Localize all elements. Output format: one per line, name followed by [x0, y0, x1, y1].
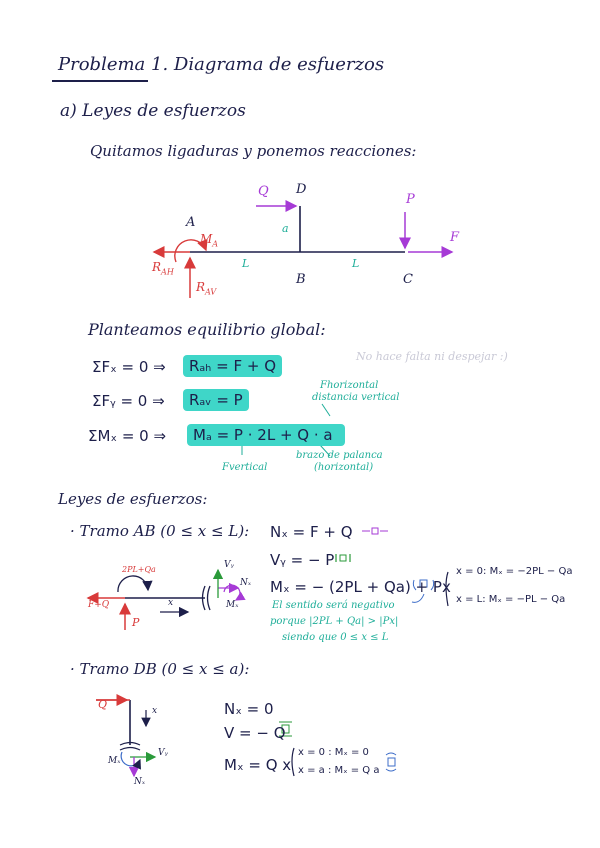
- equilibrium-heading: Planteamos equilibrio global:: [88, 320, 326, 339]
- eq-fx-lhs: ΣFₓ = 0 ⇒: [92, 358, 166, 376]
- db-fig-mz: Mₓ: [108, 756, 121, 766]
- ab-note-1: El sentido será negativo: [272, 600, 395, 611]
- label-MA-main: M: [200, 232, 213, 246]
- note-no-despejar: No hace falta ni despejar :): [356, 350, 508, 363]
- section-a-heading: a) Leyes de esfuerzos: [60, 101, 246, 121]
- db-case-x0: x = 0 : Mₓ = 0: [298, 747, 369, 758]
- label-C: C: [403, 272, 413, 287]
- label-RAV-main: R: [196, 280, 206, 294]
- tramo-ab-heading: · Tramo AB (0 ≤ x ≤ L):: [70, 522, 250, 540]
- ab-fig-2plqa: 2PL+Qa: [122, 565, 156, 574]
- db-fig-x: x: [152, 706, 158, 716]
- ab-note-2: porque |2PL + Qa| > |Px|: [270, 616, 399, 627]
- note-fhorizontal: Fhorizontal: [320, 380, 379, 391]
- ab-case-xL: x = L: Mₓ = −PL − Qa: [456, 594, 566, 605]
- label-L2: L: [352, 257, 360, 270]
- label-Q: Q: [258, 184, 269, 199]
- ab-fig-nx: Nₓ: [240, 578, 252, 588]
- eq-mz-rhs: Mₐ = P · 2L + Q · a: [187, 424, 345, 446]
- subtitle-reactions: Quitamos ligaduras y ponemos reacciones:: [90, 142, 417, 160]
- db-fig-nx: Nₓ: [134, 777, 146, 787]
- label-RAH: [152, 260, 174, 276]
- label-L1: L: [242, 257, 250, 270]
- label-P: P: [406, 192, 415, 207]
- leyes-heading: Leyes de esfuerzos:: [58, 490, 208, 508]
- label-MA: [200, 232, 218, 248]
- tramo-db-heading: · Tramo DB (0 ≤ x ≤ a):: [70, 660, 250, 678]
- label-B: B: [296, 272, 306, 287]
- eq-mz-lhs: ΣMₓ = 0 ⇒: [88, 427, 167, 445]
- note-horizontal: (horizontal): [314, 462, 374, 473]
- ab-fig-mz: Mₓ: [226, 600, 239, 610]
- ab-mz: Mₓ = − (2PL + Qa) + Px: [270, 578, 451, 596]
- note-distancia-vertical: distancia vertical: [312, 392, 400, 403]
- db-mz: Mₓ = Q x: [224, 756, 292, 774]
- eq-fy-rhs: Rₐᵥ = P: [183, 389, 249, 411]
- label-D: D: [296, 182, 307, 197]
- label-F: F: [450, 230, 460, 245]
- ab-case-x0: x = 0: Mₓ = −2PL − Qa: [456, 566, 573, 577]
- eq-fy-lhs: ΣFᵧ = 0 ⇒: [92, 392, 165, 410]
- ab-vy: Vᵧ = − P: [270, 551, 335, 569]
- note-fvertical: Fvertical: [222, 462, 268, 473]
- db-case-xa: x = a : Mₓ = Q a: [298, 765, 380, 776]
- label-RAV-sub: AV: [205, 287, 217, 297]
- note-brazo-palanca: brazo de palanca: [296, 450, 383, 461]
- label-RAH-sub: AH: [161, 267, 174, 277]
- ab-fig-vy: Vᵧ: [224, 560, 234, 570]
- ab-nx: Nₓ = F + Q: [270, 523, 353, 541]
- label-RAV: [196, 280, 216, 296]
- eq-fx-rhs: Rₐₕ = F + Q: [183, 355, 282, 377]
- db-fig-vy: Vᵧ: [158, 748, 168, 758]
- ab-note-3: siendo que 0 ≤ x ≤ L: [282, 632, 389, 643]
- ab-fig-x: x: [168, 598, 174, 608]
- ab-fig-fq: F+Q: [88, 600, 110, 610]
- label-MA-sub: A: [212, 239, 219, 249]
- db-nx: Nₓ = 0: [224, 700, 274, 718]
- db-v: V = − Q: [224, 724, 286, 742]
- label-A: A: [186, 215, 196, 230]
- label-RAH-main: R: [152, 260, 162, 274]
- label-a: a: [282, 222, 289, 235]
- db-fig-q: Q: [98, 698, 108, 711]
- page-title: Problema 1. Diagrama de esfuerzos: [58, 54, 385, 75]
- ab-fig-p: P: [132, 616, 140, 629]
